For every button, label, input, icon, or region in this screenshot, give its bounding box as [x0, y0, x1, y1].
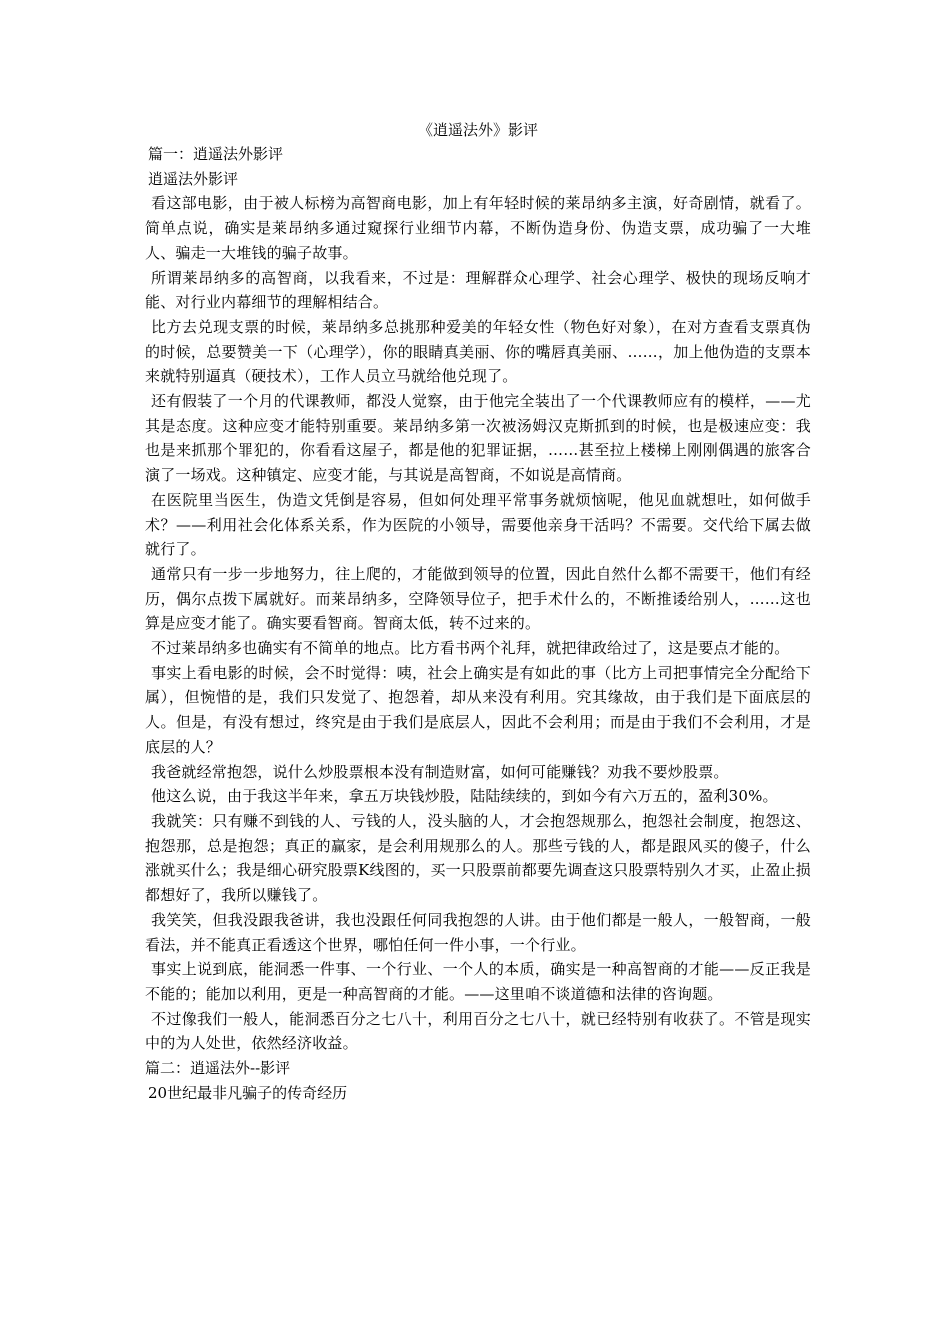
- paragraph-3: 比方去兑现支票的时候，莱昂纳多总挑那种爱美的年轻女性（物色好对象），在对方查看支票真伪的时候，总要赞美一下（心理学），你的眼睛真美丽、你的嘴唇真美丽、……，加上他伪造的支票本来就特别逼真（硬技术），工作人员立马就给他兑现了。: [145, 317, 811, 386]
- section1-heading: 篇一：逍遥法外影评: [148, 145, 284, 163]
- paragraph-4: 还有假装了一个月的代课教师，都没人觉察，由于他完全装出了一个代课教师应有的模样，——尤其是态度。这种应变才能特别重要。莱昂纳多第一次被汤姆汉克斯抓到的时候，也是极速应变：我也是来抓那个罪犯的，你看看这屋子，都是他的犯罪证据，……甚至拉上楼梯上刚刚偶遇的旅客合演了一场戏。这种镇定、应变才能，与其说是高智商，不如说是高情商。: [145, 392, 811, 485]
- paragraph-7: 不过莱昂纳多也确实有不简单的地点。比方看书两个礼拜，就把律政给过了，这是要点才能的。: [151, 639, 790, 658]
- paragraph-13: 事实上说到底，能洞悉一件事、一个行业、一个人的本质，确实是一种高智商的才能——反正我是不能的；能加以利用，更是一种高智商的才能。——这里咱不谈道德和法律的咨询题。: [145, 960, 811, 1003]
- paragraph-12: 我笑笑，但我没跟我爸讲，我也没跟任何同我抱怨的人讲。由于他们都是一般人，一般智商，一般看法，并不能真正看透这个世界，哪怕任何一件小事，一个行业。: [145, 910, 811, 954]
- paragraph-1: 看这部电影，由于被人标榜为高智商电影，加上有年轻时候的莱昂纳多主演，好奇剧情，就看了。简单点说，确实是莱昂纳多通过窥探行业细节内幕，不断伪造身份、伪造支票，成功骗了一大堆人、骗走一大堆钱的骗子故事。: [145, 194, 811, 262]
- paragraph-6: 通常只有一步一步地努力，往上爬的，才能做到领导的位置，因此自然什么都不需要干，他们有经历，偶尔点拨下属就好。而莱昂纳多，空降领导位子，把手术什么的，不断推诿给别人，……这也算是应变才能了。确实要看智商。智商太低，转不过来的。: [145, 564, 811, 633]
- section2-subheading: 20世纪最非凡骗子的传奇经历: [148, 1083, 348, 1102]
- paragraph-14: 不过像我们一般人，能洞悉百分之七八十，利用百分之七八十，就已经特别有收获了。不管是现实中的为人处世，依然经济收益。: [145, 1009, 811, 1053]
- section1-subheading: 逍遥法外影评: [148, 169, 239, 188]
- paragraph-11: 我就笑：只有赚不到钱的人、亏钱的人，没头脑的人，才会抱怨规那么，抱怨社会制度，抱怨这、抱怨那，总是抱怨；真正的赢家，是会利用规那么的人。那些亏钱的人，都是跟风买的傻子，什么涨就买什么；我是细心研究股票K线图的，买一只股票前都要先调查这只股票特别久才买，止盈止损都想好了，我所以赚钱了。: [145, 811, 811, 905]
- section2-heading: 篇二：逍遥法外--影评: [145, 1059, 291, 1078]
- paragraph-9: 我爸就经常抱怨，说什么炒股票根本没有制造财富，如何可能赚钱？劝我不要炒股票。: [151, 762, 729, 781]
- paragraph-2: 所谓莱昂纳多的高智商，以我看来，不过是：理解群众心理学、社会心理学、极快的现场反响才能、对行业内幕细节的理解相结合。: [145, 268, 811, 312]
- paragraph-8: 事实上看电影的时候，会不时觉得：咦，社会上确实是有如此的事（比方上司把事情完全分配给下属），但惋惜的是，我们只发觉了、抱怨着，却从来没有利用。究其缘故，由于我们是下面底层的人。但是，有没有想过，终究是由于我们是底层人，因此不会利用；而是由于我们不会利用，才是底层的人？: [145, 663, 811, 756]
- document-page: [145, 118, 811, 1105]
- document-title: 《逍遥法外》影评: [417, 121, 538, 139]
- paragraph-10: 他这么说，由于我这半年来，拿五万块钱炒股，陆陆续续的，到如今有六万五的，盈利30%。: [151, 787, 778, 806]
- paragraph-5: 在医院里当医生，伪造文凭倒是容易，但如何处理平常事务就烦恼呢，他见血就想吐，如何做手术？——利用社会化体系关系，作为医院的小领导，需要他亲身干活吗？不需要。交代给下属去做就行了。: [145, 490, 811, 559]
